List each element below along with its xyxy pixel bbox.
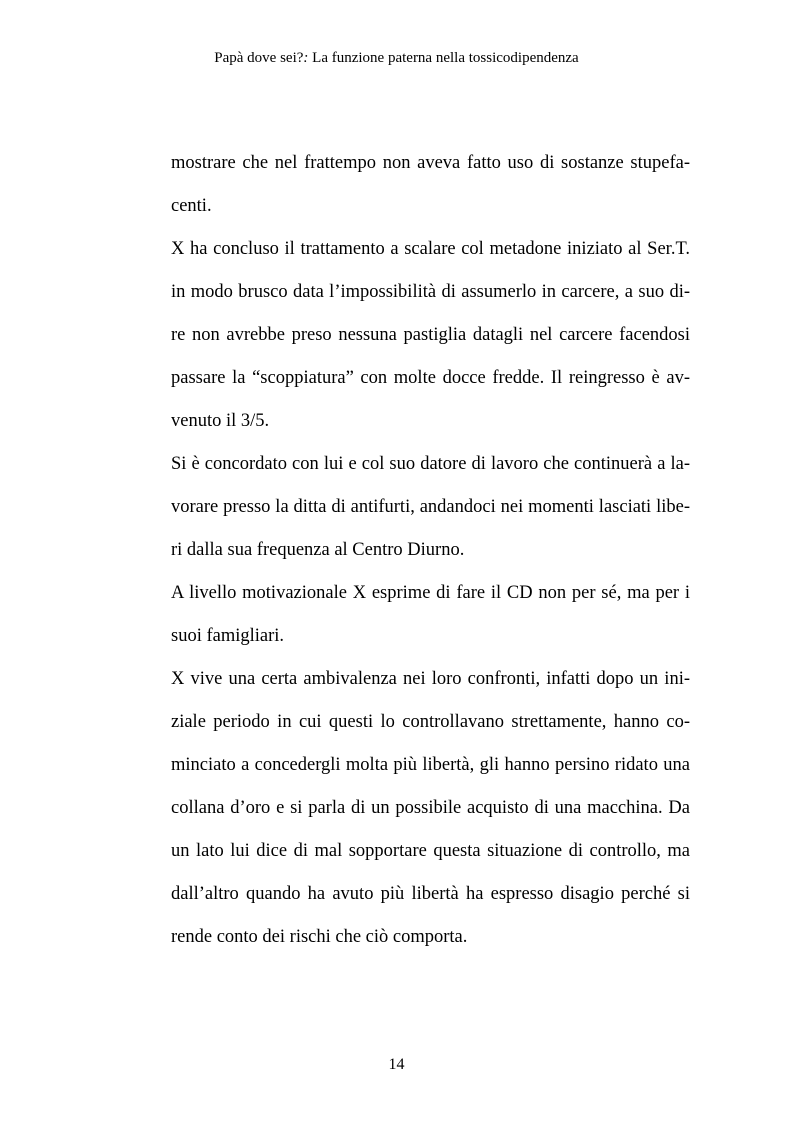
- body-line: mostrare che nel frattempo non aveva fatto uso di sostanze stupefa-: [171, 153, 690, 173]
- body-line: in modo brusco data l’impossibilità di assumerlo in carcere, a suo di-: [171, 282, 690, 302]
- body-line: dall’altro quando ha avuto più libertà ha espresso disagio perché si: [171, 884, 690, 904]
- page-number: 14: [388, 1056, 405, 1073]
- body-line: venuto il 3/5.: [171, 411, 270, 431]
- header-subtitle: La funzione paterna nella tossicodipendenza: [308, 50, 579, 66]
- body-line: A livello motivazionale X esprime di fare il CD non per sé, ma per i: [171, 583, 690, 603]
- header-title: Papà dove sei?: [214, 50, 304, 66]
- running-header: [0, 48, 793, 68]
- body-line: ziale periodo in cui questi lo controllavano strettamente, hanno co-: [171, 712, 690, 732]
- body-line: un lato lui dice di mal sopportare questa situazione di controllo, ma: [171, 841, 690, 861]
- body-line: centi.: [171, 196, 212, 216]
- body-line: minciato a concedergli molta più libertà, gli hanno persino ridato una: [171, 755, 690, 775]
- body-line: Si è concordato con lui e col suo datore di lavoro che continuerà a la-: [171, 454, 690, 474]
- body-line: collana d’oro e si parla di un possibile acquisto di una macchina. Da: [171, 798, 690, 818]
- body-line: vorare presso la ditta di antifurti, andandoci nei momenti lasciati libe-: [171, 497, 690, 517]
- body-line: X vive una certa ambivalenza nei loro confronti, infatti dopo un ini-: [171, 669, 690, 689]
- body-line: suoi famigliari.: [171, 626, 285, 646]
- header-title-colon: :: [303, 50, 309, 66]
- body-line: re non avrebbe preso nessuna pastiglia datagli nel carcere facendosi: [171, 325, 690, 345]
- body-line: rende conto dei rischi che ciò comporta.: [171, 927, 468, 947]
- body-line: ri dalla sua frequenza al Centro Diurno.: [171, 540, 465, 560]
- body-line: X ha concluso il trattamento a scalare col metadone iniziato al Ser.T.: [171, 239, 690, 259]
- body-line: passare la “scoppiatura” con molte docce fredde. Il reingresso è av-: [171, 368, 690, 388]
